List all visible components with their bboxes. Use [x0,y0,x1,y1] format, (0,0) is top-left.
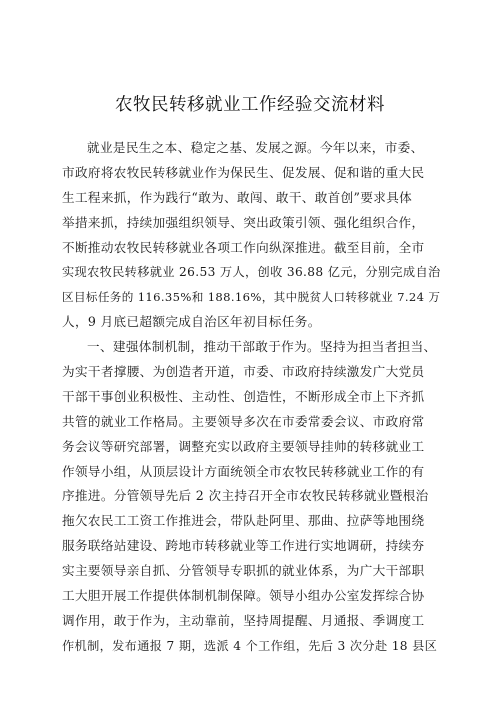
paragraph-line: 调作用，敢于作为，主动靠前，坚持周提醒、月通报、季调度工 [62,612,425,628]
paragraph-line: 不断推动农牧民转移就业各项工作向纵深推进。截至目前，全市 [62,239,425,255]
paragraph-line: 人，9 月底已超额完成自治区年初目标任务。 [62,314,321,330]
document-title: 农牧民转移就业工作经验交流材料 [115,95,385,115]
paragraph-line: 为实干者撑腰、为创造者开道，市委、市政府持续激发广大党员 [62,364,425,380]
paragraph-line: 序推进。分管领导先后 2 次主持召开全市农牧民转移就业暨根治 [62,488,429,504]
paragraph-line: 共管的就业工作格局。主要领导多次在市委常委会议、市政府常 [62,413,425,429]
paragraph-line: 工大胆开展工作提供体制机制保障。领导小组办公室发挥综合协 [62,588,425,604]
paragraph-line: 干部干事创业积极性、主动性、创造性，不断形成全市上下齐抓 [62,388,425,404]
paragraph-line: 市政府将农牧民转移就业作为保民生、促发展、促和谐的重大民 [62,164,425,180]
paragraph-line: 就业是民生之本、稳定之基、发展之源。今年以来，市委、 [87,140,424,155]
paragraph-line: 拖欠农民工工资工作推进会，带队赴阿里、那曲、拉萨等地围绕 [62,513,425,529]
document-body [62,136,442,659]
paragraph-line: 服务联络站建设、跨地市转移就业等工作进行实地调研，持续夯 [62,538,425,554]
paragraph-line: 举措来抓，持续加强组织领导、突出政策引领、强化组织合作， [62,214,425,230]
paragraph-line: 实主要领导亲自抓、分管领导专职抓的就业体系，为广大干部职 [62,563,425,579]
paragraph-line: 实现农牧民转移就业 26.53 万人，创收 36.88 亿元，分别完成自治 [62,265,441,280]
paragraph-line: 生工程来抓，作为践行“敢为、敢闯、敢干、敢首创”要求具体 [62,189,413,205]
paragraph-line: 作领导小组，从顶层设计方面统领全市农牧民转移就业工作的有 [62,463,425,479]
section-heading-line: 一、建强体制机制，推动干部敢于作为。坚持为担当者担当、 [87,339,437,355]
paragraph-line: 务会议等研究部署，调整充实以政府主要领导挂帅的转移就业工 [62,438,425,454]
paragraph-line: 作机制，发布通报 7 期，选派 4 个工作组，先后 3 次分赴 18 县区 [62,638,438,653]
paragraph-line: 区目标任务的 116.35%和 188.16%，其中脱贫人口转移就业 7.24 万 [62,290,441,305]
